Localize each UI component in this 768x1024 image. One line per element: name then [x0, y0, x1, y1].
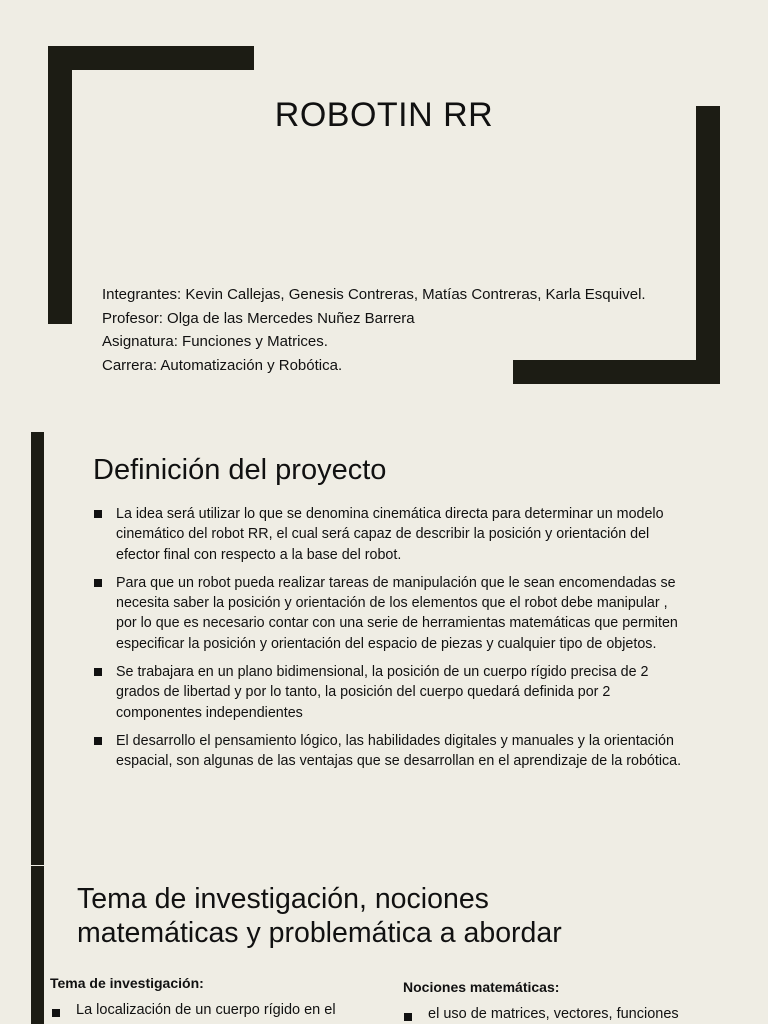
math-notions-text: el uso de matrices, vectores, funciones — [428, 1006, 679, 1022]
presentation-info — [102, 283, 646, 377]
frame-bar-top-left-horizontal — [48, 46, 254, 70]
math-notions-item — [404, 1006, 679, 1022]
professor-line: Profesor: Olga de las Mercedes Nuñez Barrera — [102, 309, 415, 327]
square-bullet-icon — [94, 579, 102, 587]
left-accent-bar — [31, 432, 44, 865]
definition-bullet-list — [92, 504, 692, 780]
frame-bar-top-left-vertical — [48, 46, 72, 324]
research-title — [77, 882, 562, 950]
list-item — [92, 573, 692, 654]
frame-bar-bottom-right-vertical — [696, 106, 720, 384]
square-bullet-icon — [94, 510, 102, 518]
square-bullet-icon — [94, 668, 102, 676]
subject-line: Asignatura: Funciones y Matrices. — [102, 333, 328, 350]
square-bullet-icon — [404, 1013, 412, 1021]
bullet-text: El desarrollo el pensamiento lógico, las habilidades digitales y manuales y la orientación espacial, son algunas de las ventajas que se desarrollan en el aprendizaje de la robótica. — [116, 732, 682, 770]
definition-title: Definición del proyecto — [93, 454, 387, 486]
list-item — [92, 504, 692, 565]
square-bullet-icon — [94, 737, 102, 745]
research-slide — [0, 866, 768, 1024]
presentation-title: ROBOTIN RR — [274, 96, 494, 134]
square-bullet-icon — [52, 1009, 60, 1017]
bullet-text: La idea será utilizar lo que se denomina cinemática directa para determinar un modelo cinemático del robot RR, el cual será capaz de describir la posición y orientación del efector final con respecto a la base del robot. — [116, 506, 664, 563]
research-title-line-2: matemáticas y problemática a abordar — [77, 917, 562, 949]
list-item — [92, 731, 692, 772]
research-topic-item — [52, 1002, 336, 1018]
research-topic-text: La localización de un cuerpo rígido en el — [76, 1002, 336, 1018]
bullet-text: Se trabajara en un plano bidimensional, la posición de un cuerpo rígido precisa de 2 grados de libertad y por lo tanto, la posición del cuerpo quedará definida por 2 componentes independientes — [116, 664, 649, 721]
math-notions-heading: Nociones matemáticas: — [403, 979, 560, 995]
research-topic-heading: Tema de investigación: — [50, 975, 204, 991]
career-line: Carrera: Automatización y Robótica. — [102, 356, 343, 374]
title-slide — [0, 0, 768, 418]
members-line: Integrantes: Kevin Callejas, Genesis Contreras, Matías Contreras, Karla Esquivel. — [102, 286, 646, 303]
list-item — [92, 662, 692, 723]
left-accent-bar — [31, 866, 44, 1024]
bullet-text: Para que un robot pueda realizar tareas de manipulación que le sean encomendadas se necesita saber la posición y orientación de los elementos que el robot debe manipular , por lo que es necesario contar con una serie de herramientas matemáticas que permiten especificar la posición y orientación del espacio de piezas y cualquier tipo de objetos. — [116, 574, 678, 652]
research-title-line-1: Tema de investigación, nociones — [77, 883, 489, 915]
definition-slide — [0, 420, 768, 865]
